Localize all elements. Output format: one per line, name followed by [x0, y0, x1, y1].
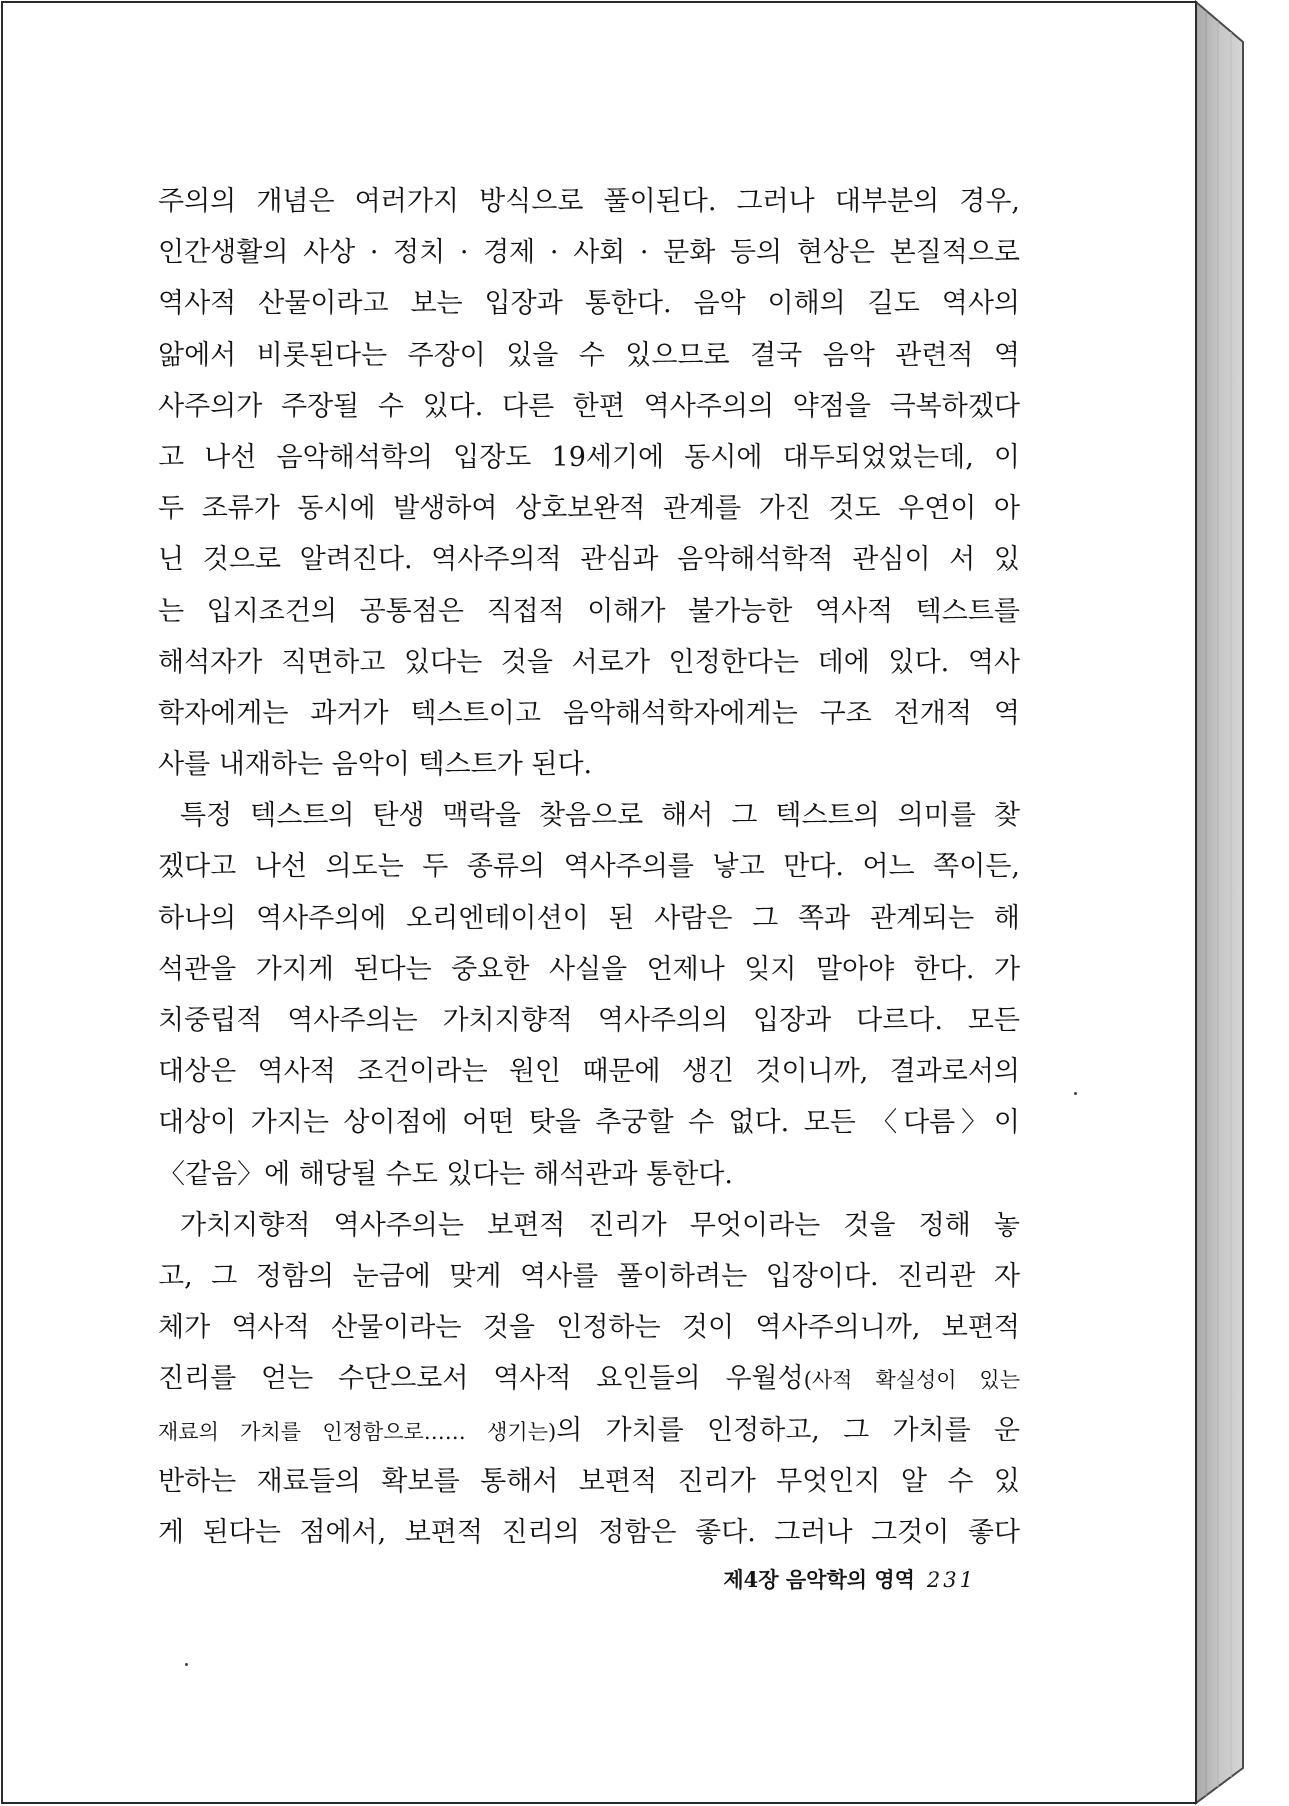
text-line: 대상은 역사적 조건이라는 원인 때문에 생긴 것이니까, 결과로서의 — [158, 1056, 1020, 1088]
text-line: 치중립적 역사주의는 가치지향적 역사주의의 입장과 다르다. 모든 — [158, 1005, 1020, 1036]
page-stack-edge — [1196, 2, 1243, 1803]
text-line: 닌 것으로 알려진다. 역사주의적 관심과 음악해석학적 관심이 서 있 — [158, 544, 1020, 576]
text-line: 체가 역사적 산물이라는 것을 인정하는 것이 역사주의니까, 보편적 — [158, 1312, 1020, 1344]
text-line: 사주의가 주장될 수 있다. 다른 한편 역사주의의 약점을 극복하겠다 — [158, 390, 1020, 422]
text-line: 석관을 가지게 된다는 중요한 사실을 언제나 잊지 말아야 한다. 가 — [158, 953, 1020, 985]
text-segment: 진리를 얻는 수단으로서 역사적 요인들의 우월성 — [158, 1363, 804, 1395]
parenthetical-note: (사적 확실성이 있는 — [803, 1368, 1020, 1393]
text-segment: 의 가치를 인정하고, 그 가치를 운 — [556, 1414, 1020, 1446]
text-line: 두 조류가 동시에 발생하여 상호보완적 관계를 가진 것도 우연이 아 — [158, 493, 1020, 525]
text-line: 는 입지조건의 공통점은 직접적 이해가 불가능한 역사적 텍스트를 — [158, 595, 1020, 627]
text-line: 역사적 산물이라고 보는 입장과 통한다. 음악 이해의 길도 역사의 — [158, 288, 1020, 320]
scan-speck — [185, 1663, 188, 1666]
body-text — [158, 176, 1020, 1558]
text-line: 주의의 개념은 여러가지 방식으로 풀이된다. 그러나 대부분의 경우, — [158, 186, 1020, 217]
text-line: 하나의 역사주의에 오리엔테이션이 된 사람은 그 쪽과 관계되는 해 — [158, 902, 1020, 934]
text-line: 특정 텍스트의 탄생 맥락을 찾음으로 해서 그 텍스트의 의미를 찾 — [180, 800, 1020, 832]
text-line: 고 나선 음악해석학의 입장도 19세기에 동시에 대두되었었는데, 이 — [158, 441, 1020, 473]
paragraph-3 — [158, 1200, 1020, 1558]
scan-speck — [1074, 1092, 1077, 1095]
running-head: 제4장 음악학의 영역 — [723, 1567, 915, 1592]
text-line: 인간생활의 사상 · 정치 · 경제 · 사회 · 문화 등의 현상은 본질적으로 — [158, 237, 1020, 269]
text-line — [158, 1405, 1020, 1456]
text-line: 게 된다는 점에서, 보편적 진리의 정함은 좋다. 그러나 그것이 좋다 — [158, 1516, 1020, 1548]
text-line — [158, 1353, 1020, 1404]
text-line: 학자에게는 과거가 텍스트이고 음악해석학자에게는 구조 전개적 역 — [158, 697, 1020, 729]
paragraph-2 — [158, 790, 1020, 1200]
paragraph-1 — [158, 176, 1020, 790]
text-line: 앎에서 비롯된다는 주장이 있을 수 있으므로 결국 음악 관련적 역 — [158, 339, 1020, 371]
page-footer — [600, 1565, 976, 1595]
text-line: 대상이 가지는 상이점에 어떤 탓을 추궁할 수 없다. 모든 〈다름〉이 — [158, 1107, 1020, 1139]
text-line: 반하는 재료들의 확보를 통해서 보편적 진리가 무엇인지 알 수 있 — [158, 1465, 1020, 1497]
text-line: 겠다고 나선 의도는 두 종류의 역사주의를 낳고 만다. 어느 쪽이든, — [158, 851, 1020, 883]
text-line: 해석자가 직면하고 있다는 것을 서로가 인정한다는 데에 있다. 역사 — [158, 646, 1020, 678]
text-line: 고, 그 정함의 눈금에 맞게 역사를 풀이하려는 입장이다. 진리관 자 — [158, 1260, 1020, 1292]
text-line: 〈같음〉에 해당될 수도 있다는 해석관과 통한다. — [158, 1158, 733, 1190]
parenthetical-note: 재료의 가치를 인정함으로…… 생기는) — [158, 1419, 557, 1444]
text-line: 가치지향적 역사주의는 보편적 진리가 무엇이라는 것을 정해 놓 — [180, 1209, 1020, 1241]
text-line: 사를 내재하는 음악이 텍스트가 된다. — [158, 749, 593, 781]
page-number: 231 — [926, 1568, 976, 1592]
